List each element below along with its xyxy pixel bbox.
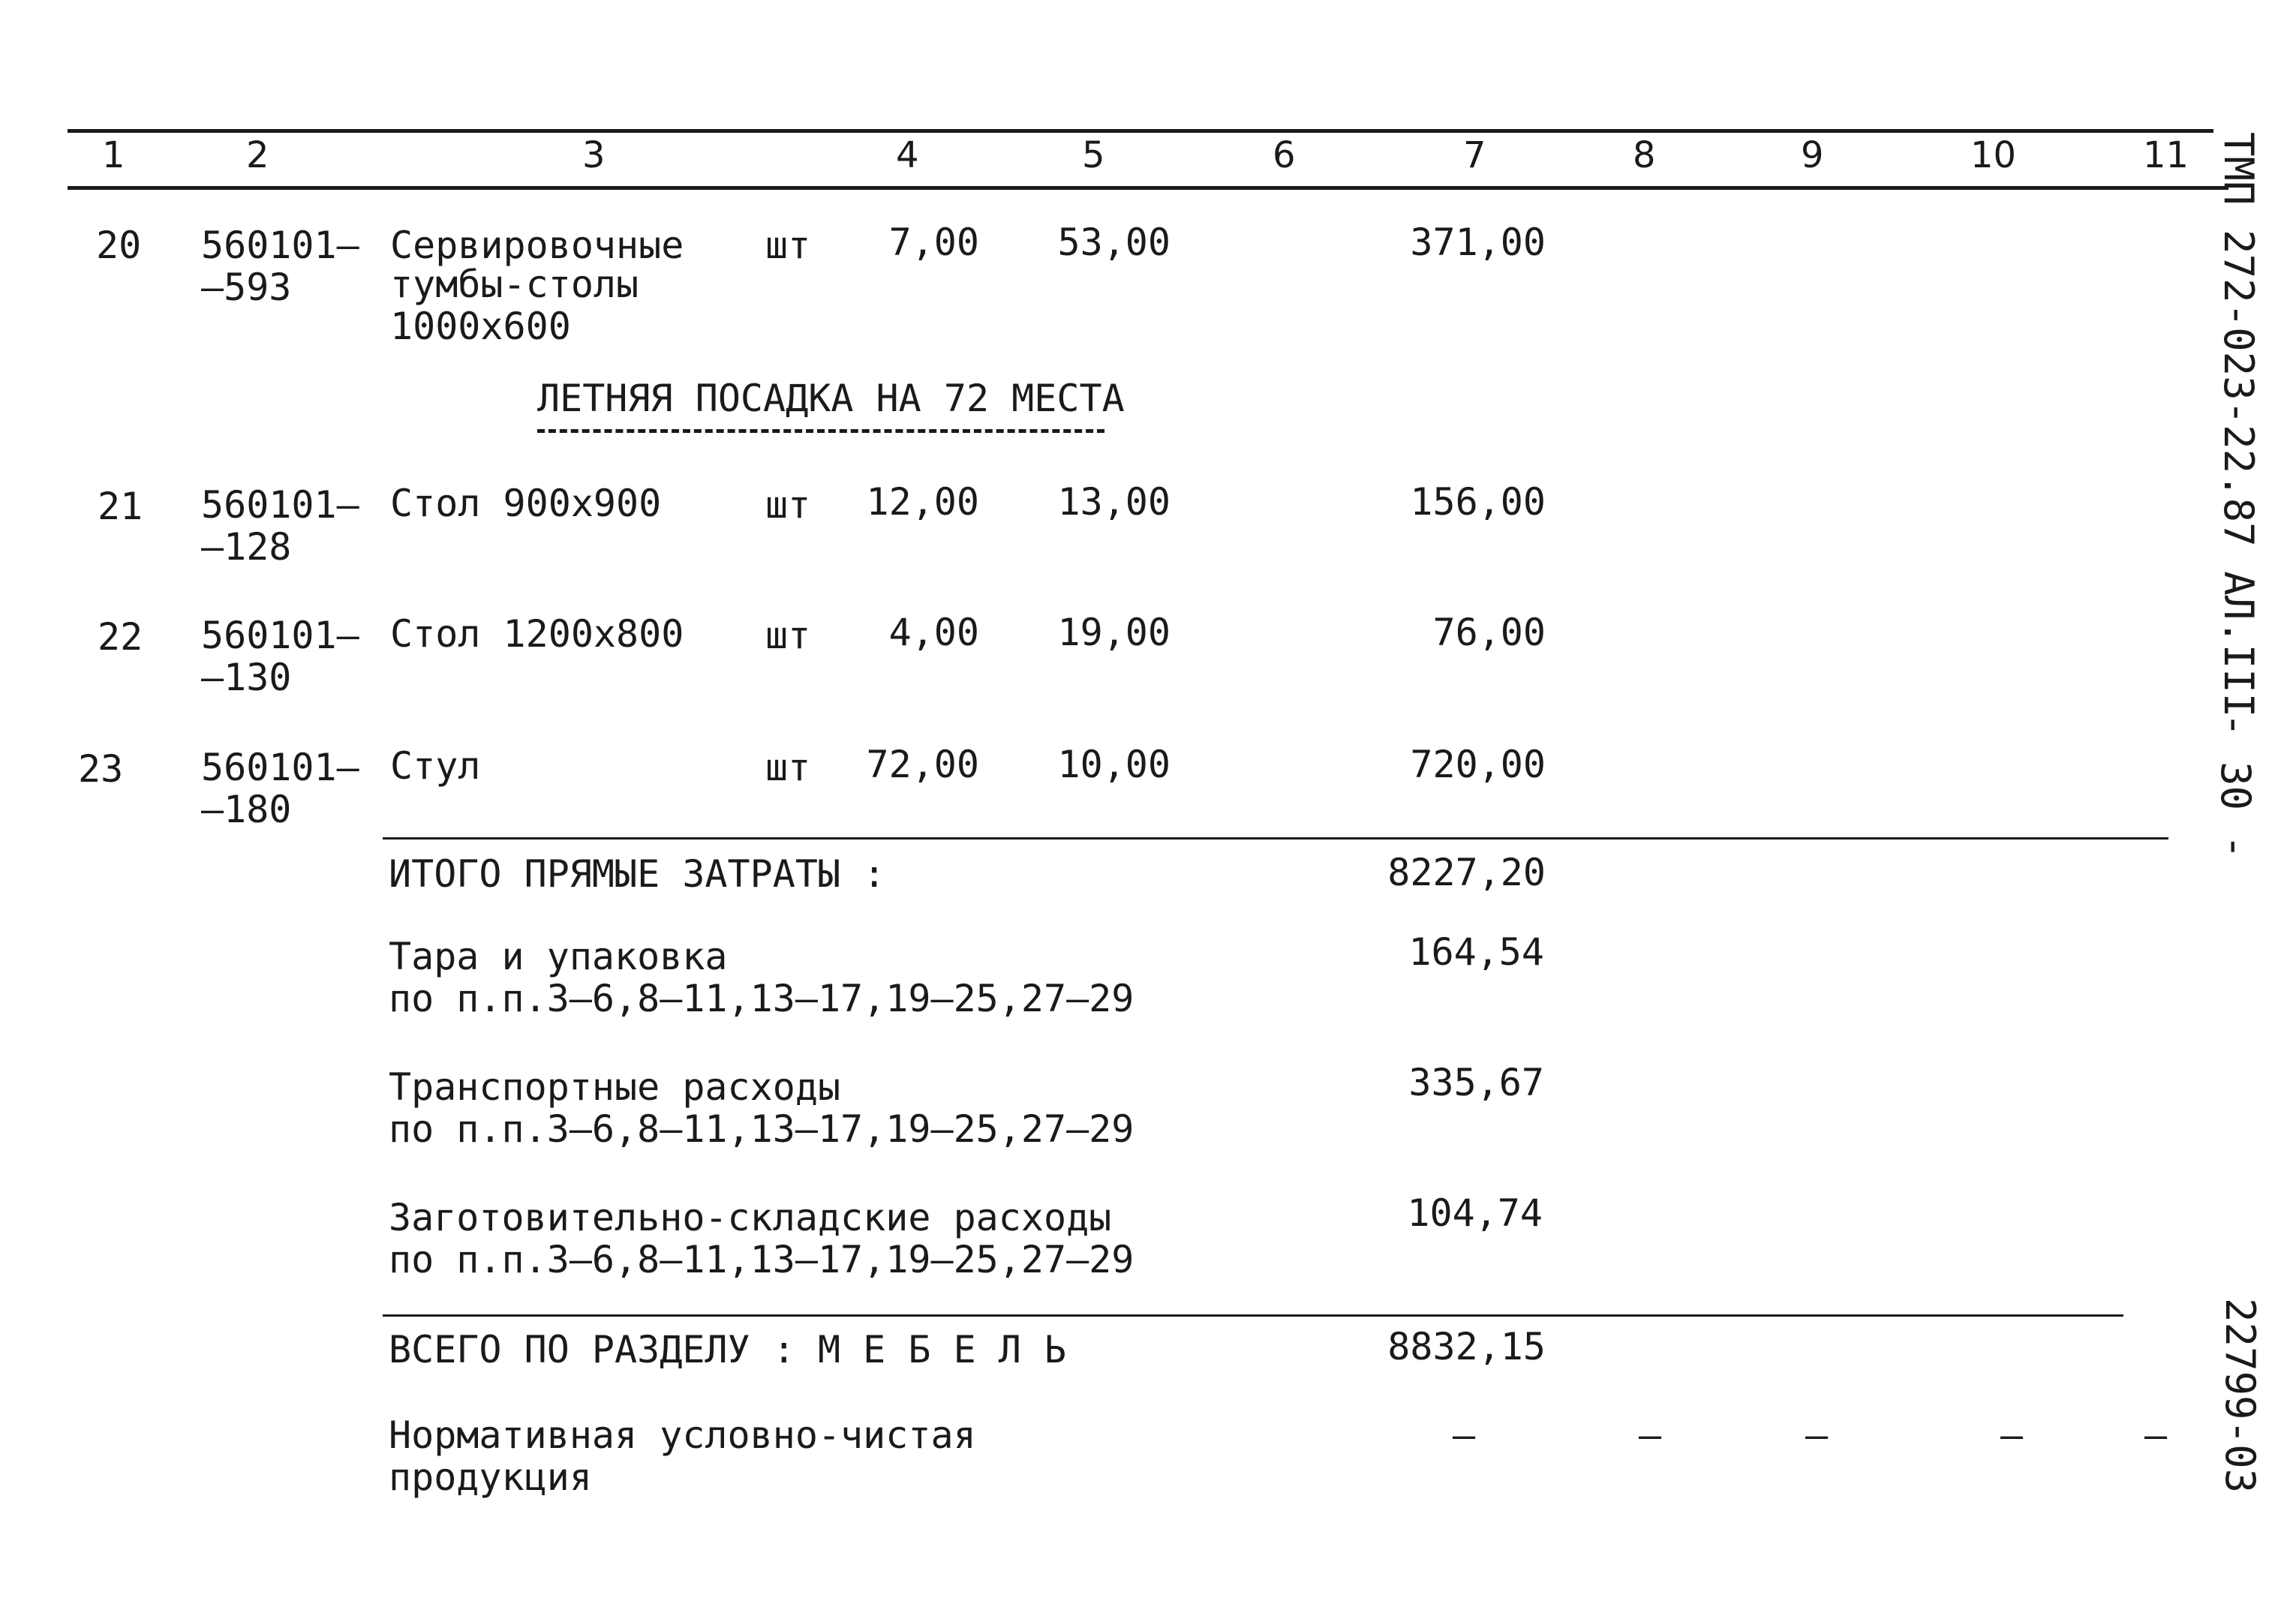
- normative-dash-col7: –: [1453, 1413, 1476, 1457]
- column-header-11: 11: [2143, 134, 2189, 176]
- column-header-3: 3: [582, 134, 606, 176]
- direct-costs-label: ИТОГО ПРЯМЫЕ ЗАТРАТЫ :: [389, 852, 886, 896]
- column-header-2: 2: [246, 134, 269, 176]
- item-total: 371,00: [1410, 221, 1546, 264]
- storage-basis: по п.п.3–6,8–11,13–17,19–25,27–29: [389, 1238, 1134, 1281]
- item-code: 560101–: [201, 614, 359, 657]
- item-code-cont: –180: [201, 788, 292, 831]
- item-quantity: 7,00: [888, 221, 979, 264]
- stamp-number: 22799-03: [2216, 1298, 2264, 1494]
- section-heading: ЛЕТНЯЯ ПОСАДКА НА 72 МЕСТА: [537, 377, 1125, 420]
- item-unit: шт: [765, 224, 811, 267]
- item-name-cont: 1000х600: [390, 305, 571, 348]
- column-header-9: 9: [1801, 134, 1824, 176]
- item-code-cont: –593: [201, 266, 292, 309]
- row-number: 22: [98, 615, 143, 659]
- storage-value: 104,74: [1407, 1191, 1543, 1235]
- normative-dash-col8: –: [1639, 1413, 1662, 1457]
- row-number: 23: [78, 747, 124, 791]
- item-quantity: 12,00: [866, 480, 979, 524]
- row-number: 20: [96, 224, 142, 267]
- item-name: Сервировочные: [390, 224, 684, 267]
- item-total: 76,00: [1432, 611, 1546, 654]
- item-name-cont: тумбы-столы: [390, 263, 639, 306]
- item-price: 13,00: [1057, 480, 1171, 524]
- normative-label-cont: продукция: [389, 1455, 592, 1499]
- transport-value: 335,67: [1408, 1061, 1544, 1104]
- column-header-5: 5: [1082, 134, 1105, 176]
- item-unit: шт: [765, 746, 811, 789]
- item-total: 720,00: [1410, 743, 1546, 786]
- item-quantity: 4,00: [888, 611, 979, 654]
- item-code: 560101–: [201, 483, 359, 527]
- column-header-4: 4: [896, 134, 919, 176]
- normative-dash-col11: –: [2144, 1413, 2168, 1457]
- document-code: ТМП 272-023-22.87 АЛ.III: [2215, 132, 2262, 718]
- column-header-8: 8: [1633, 134, 1656, 176]
- column-header-1: 1: [102, 134, 125, 176]
- packaging-basis: по п.п.3–6,8–11,13–17,19–25,27–29: [389, 977, 1134, 1020]
- section-total-rule: [383, 1314, 2123, 1317]
- item-quantity: 72,00: [866, 743, 979, 786]
- row-number: 21: [98, 485, 143, 528]
- item-price: 10,00: [1057, 743, 1171, 786]
- direct-costs-value: 8227,20: [1387, 851, 1546, 894]
- item-code: 560101–: [201, 224, 359, 267]
- item-name: Стол 1200х800: [390, 612, 684, 656]
- packaging-value: 164,54: [1408, 930, 1544, 974]
- item-code-cont: –130: [201, 656, 292, 699]
- section-total-label: ВСЕГО ПО РАЗДЕЛУ : М Е Б Е Л Ь: [389, 1328, 1067, 1371]
- item-code: 560101–: [201, 746, 359, 789]
- item-name: Стол 900х900: [390, 482, 662, 525]
- normative-dash-col10: –: [2000, 1413, 2024, 1457]
- item-total: 156,00: [1410, 480, 1546, 524]
- item-price: 19,00: [1057, 611, 1171, 654]
- column-header-10: 10: [1970, 134, 2017, 176]
- subtotal-rule: [383, 837, 2168, 840]
- column-header-6: 6: [1273, 134, 1296, 176]
- section-heading-underline: [537, 429, 1104, 433]
- item-price: 53,00: [1057, 221, 1171, 264]
- transport-label: Транспортные расходы: [389, 1065, 841, 1109]
- page-number: - 30 -: [2212, 713, 2259, 860]
- header-rule: [68, 186, 2228, 190]
- item-name: Стул: [390, 744, 481, 788]
- packaging-label: Тара и упаковка: [389, 935, 728, 978]
- item-code-cont: –128: [201, 525, 292, 569]
- item-unit: шт: [765, 614, 811, 657]
- top-rule: [68, 129, 2213, 133]
- transport-basis: по п.п.3–6,8–11,13–17,19–25,27–29: [389, 1107, 1134, 1151]
- normative-dash-col9: –: [1805, 1413, 1829, 1457]
- column-header-7: 7: [1463, 134, 1486, 176]
- normative-label: Нормативная условно-чистая: [389, 1413, 976, 1457]
- item-unit: шт: [765, 483, 811, 527]
- section-total-value: 8832,15: [1387, 1325, 1546, 1368]
- storage-label: Заготовительно-складские расходы: [389, 1196, 1112, 1239]
